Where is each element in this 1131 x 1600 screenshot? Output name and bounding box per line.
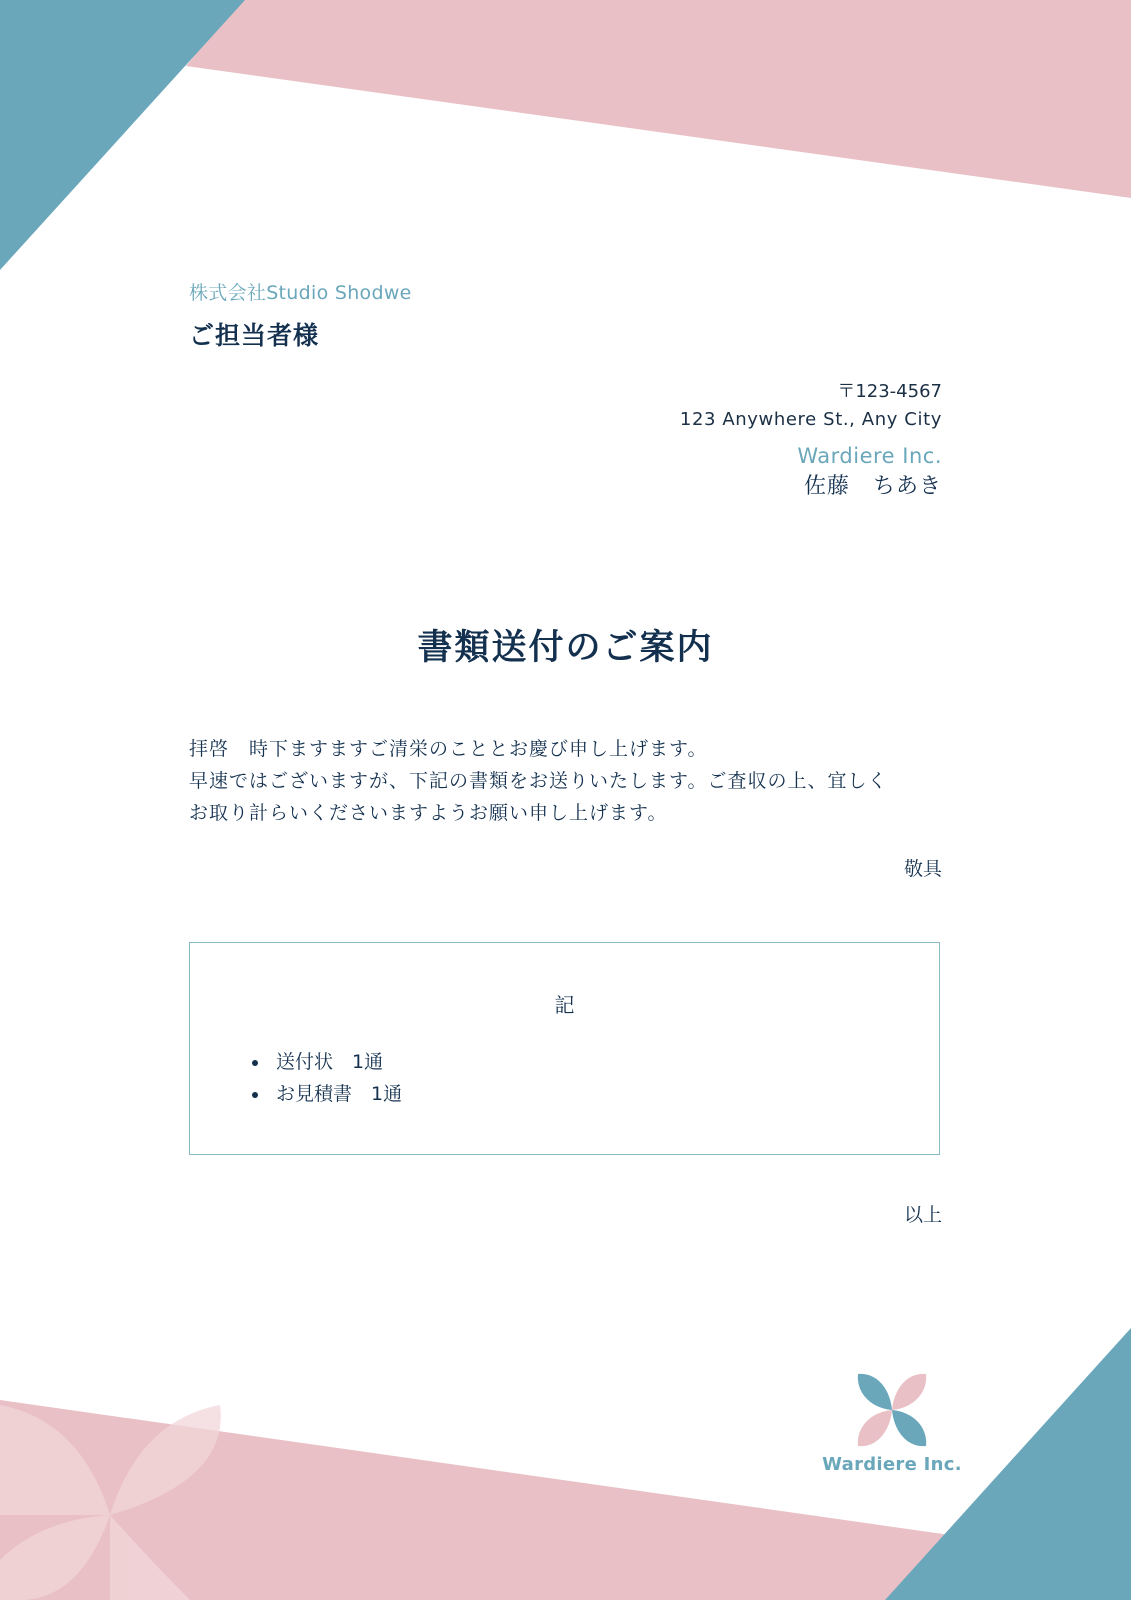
document-title: 書類送付のご案内 <box>417 628 714 668</box>
sender-company: Wardiere Inc. <box>797 444 942 468</box>
recipient-person: ご担当者様 <box>189 321 320 350</box>
body-line: お取り計らいくださいますようお願い申し上げます。 <box>189 802 668 824</box>
body-text <box>189 733 959 829</box>
list-item: お見積書 1通 <box>276 1078 402 1110</box>
body-line: 早速ではございますが、下記の書類をお送りいたします。ご査収の上、宜しく <box>189 770 888 792</box>
notes-heading: 記 <box>554 993 575 1017</box>
company-logo <box>822 1370 962 1475</box>
sender-name: 佐藤 ちあき <box>803 474 942 499</box>
logo-text: Wardiere Inc. <box>822 1454 962 1475</box>
body-line: 拝啓 時下ますますご清栄のこととお慶び申し上げます。 <box>189 738 708 760</box>
end-mark: 以上 <box>903 1204 942 1226</box>
list-item: 送付状 1通 <box>276 1046 402 1078</box>
sender-postal-code: 〒123-4567 <box>837 381 942 402</box>
flower-logo-icon <box>850 1370 934 1450</box>
sender-block <box>680 378 942 503</box>
notes-list <box>276 1046 402 1110</box>
closing-phrase: 敬具 <box>903 858 942 880</box>
notes-box <box>189 942 940 1155</box>
recipient-company: 株式会社Studio Shodwe <box>189 282 412 304</box>
sender-address: 123 Anywhere St., Any City <box>679 409 942 430</box>
